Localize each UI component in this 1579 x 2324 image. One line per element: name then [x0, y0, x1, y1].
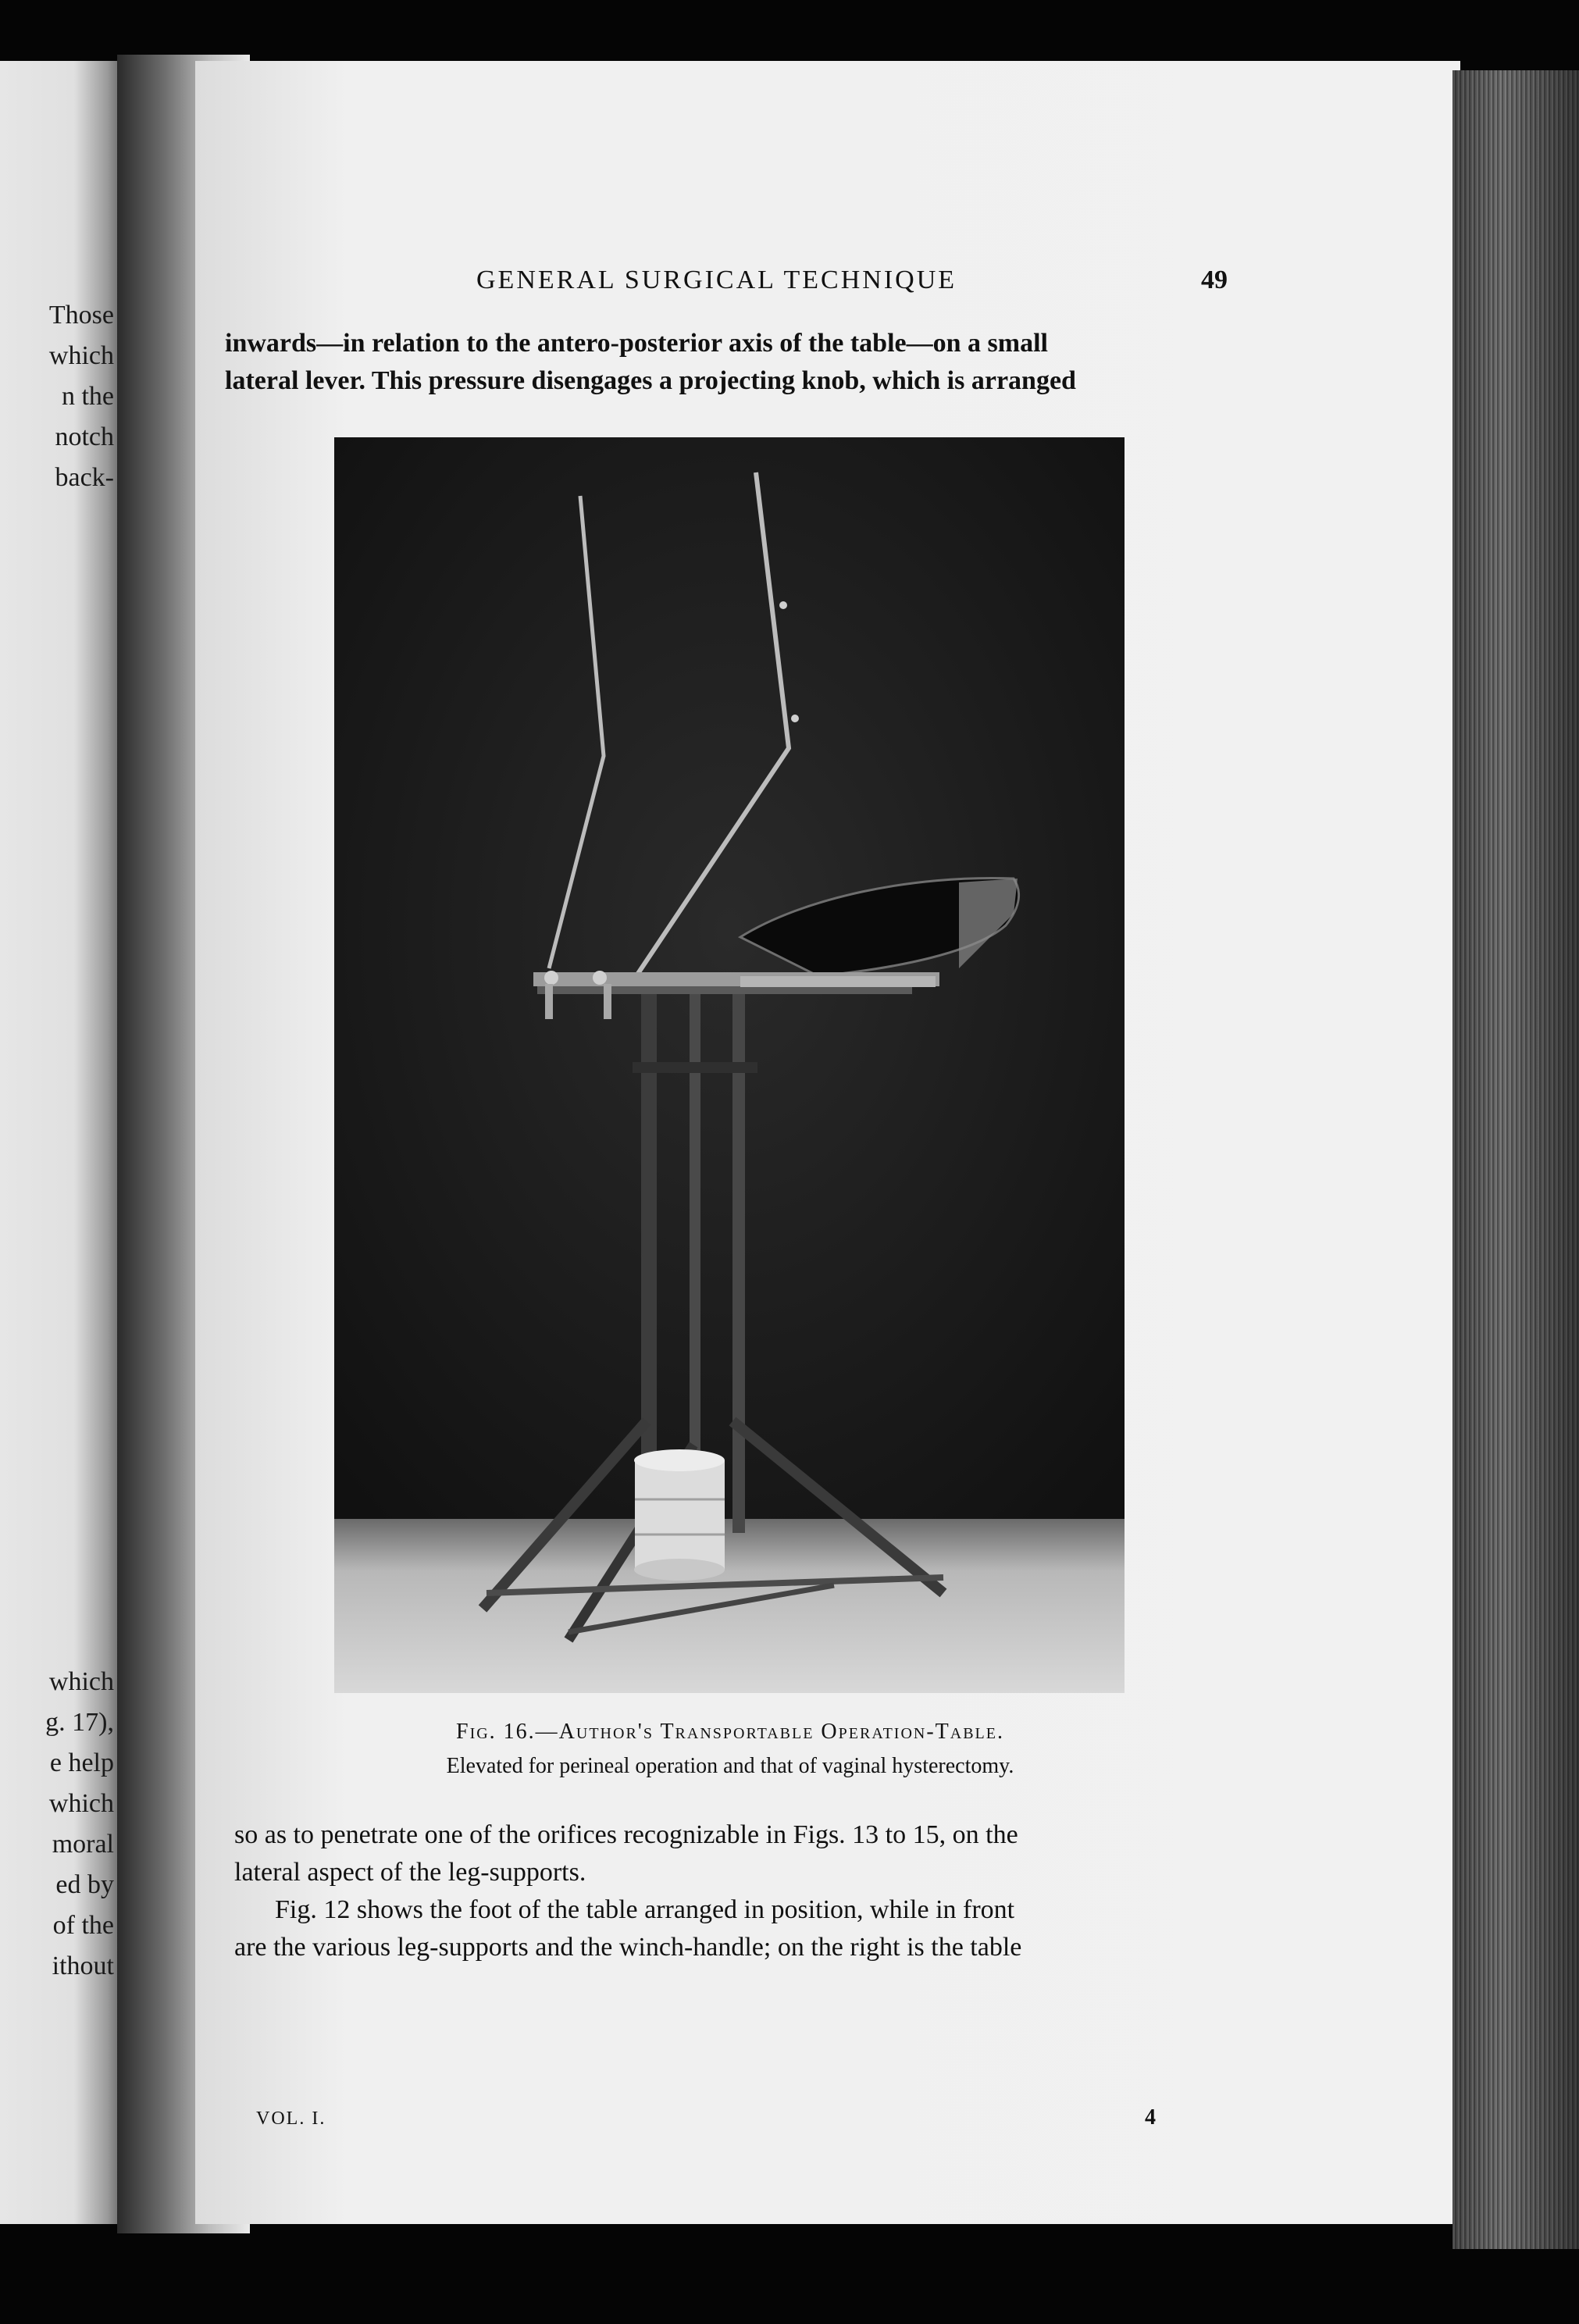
left-fragment-line: notch: [55, 422, 114, 451]
left-facing-page: [0, 61, 134, 2224]
text-line: lateral lever. This pressure disengages a projecting knob, which is arranged: [225, 366, 1076, 395]
left-fragment-line: ed by: [55, 1870, 114, 1899]
page-number: 49: [1201, 266, 1228, 294]
left-fragment-line: ithout: [52, 1952, 114, 1980]
text-line: are the various leg-supports and the winch-handle; on the right is the table: [234, 1933, 1022, 1962]
left-fragment-line: back-: [55, 463, 114, 492]
left-fragment-line: n the: [61, 382, 114, 411]
text-line: lateral aspect of the leg-supports.: [234, 1858, 586, 1887]
left-page-fragments-bottom: [45, 1662, 114, 1987]
left-fragment-line: which: [48, 341, 114, 370]
left-fragment-line: which: [48, 1789, 114, 1818]
fore-edge-shade: [1452, 70, 1579, 2249]
operation-table-photo: [334, 437, 1125, 1693]
left-fragment-line: of the: [52, 1911, 114, 1940]
paragraph-bottom: [234, 1816, 1226, 1966]
left-fragment-line: which: [48, 1667, 114, 1696]
text-line: Fig. 12 shows the foot of the table arranged in position, while in front: [275, 1895, 1015, 1924]
footer-volume: VOL. I.: [256, 2108, 326, 2129]
figure-caption-subtitle: Elevated for perineal operation and that of vaginal hysterectomy.: [446, 1754, 1014, 1778]
figure-caption: [336, 1715, 1125, 1784]
figure-photograph: [334, 437, 1125, 1693]
footer-signature: 4: [1145, 2105, 1156, 2130]
paragraph-top: [225, 325, 1224, 400]
left-fragment-line: Those: [48, 301, 114, 330]
left-page-fragments-top: [49, 295, 114, 498]
text-line: so as to penetrate one of the orifices recognizable in Figs. 13 to 15, on the: [234, 1820, 1018, 1849]
text-line: inwards—in relation to the antero-posterior axis of the table—on a small: [225, 329, 1048, 358]
left-fragment-line: moral: [52, 1830, 114, 1859]
left-fragment-line: g. 17),: [45, 1708, 114, 1737]
main-page: [195, 61, 1460, 2224]
figure-caption-title: Fig. 16.—Author's Transportable Operation-Table.: [456, 1720, 1004, 1744]
running-head: GENERAL SURGICAL TECHNIQUE: [476, 266, 957, 294]
left-fragment-line: e help: [49, 1748, 114, 1777]
